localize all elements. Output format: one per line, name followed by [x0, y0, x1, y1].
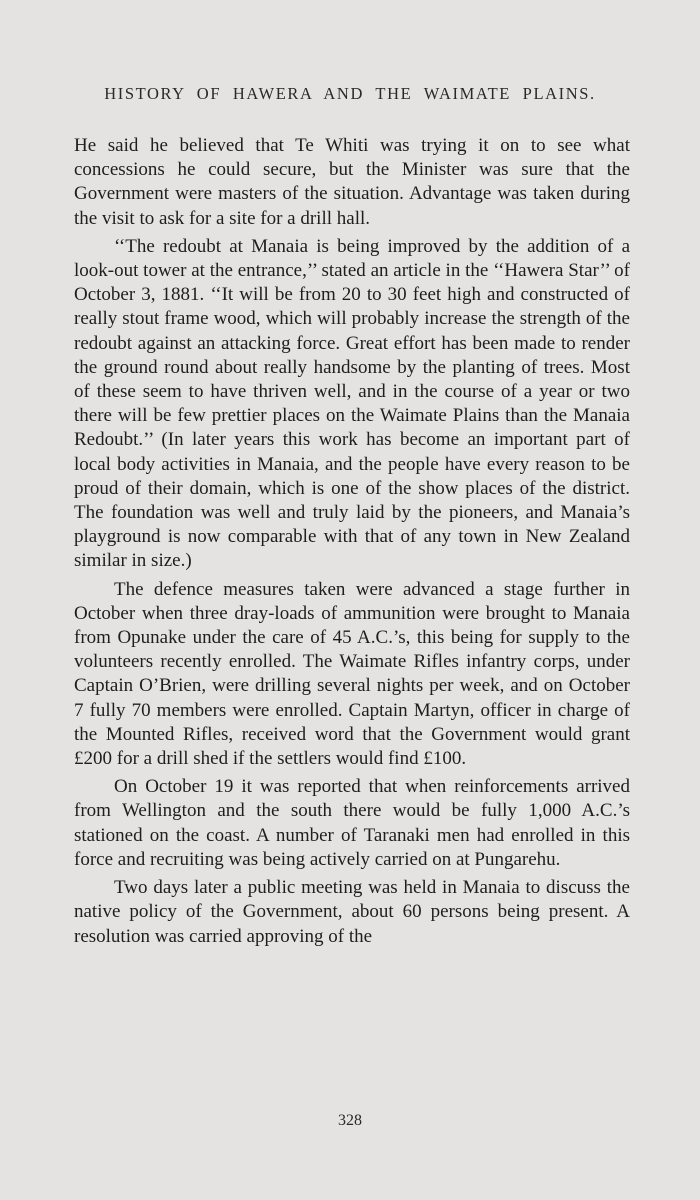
page-number: 328: [338, 1112, 362, 1129]
body-text: [74, 134, 630, 953]
paragraph-manaia-redoubt: ‘‘The redoubt at Manaia is being improved by the addition of a look-out tower at the entrance,’’ stated an article in the ‘‘Hawera Star’’ of October 3, 1881. ‘‘It will be from 20 to 30 feet high and constructed of really stout frame wood, which will probably increase the strength of the redoubt against an attacking force. Great effort has been made to render the ground round about really handsome by the planting of trees. Most of these seem to have thriven well, and in the course of a year or two there will be few prettier places on the Waimate Plains than the Manaia Redoubt.’’ (In later years this work has become an important part of local body activities in Manaia, and the people have every reason to be proud of their domain, which is one of the show places of the district. The foundation was well and truly laid by the pioneers, and Manaia’s playground is now comparable with that of any town in New Zealand similar in size.): [74, 235, 630, 572]
running-head: HISTORY OF HAWERA AND THE WAIMATE PLAINS.: [104, 84, 596, 103]
paragraph-public-meeting: Two days later a public meeting was held in Manaia to discuss the native policy of the Government, about 60 persons being present. A resolution was carried approving of the: [74, 877, 630, 947]
paragraph-defence-measures: The defence measures taken were advanced a stage further in October when three dray-loads of ammunition were brought to Manaia from Opunake under the care of 45 A.C.’s, this being for supply to the volunteers recently enrolled. The Waimate Rifles infantry corps, under Captain O’Brien, were drilling several nights per week, and on October 7 fully 70 members were enrolled. Captain Martyn, officer in charge of the Mounted Rifles, received word that the Government would grant £200 for a drill shed if the settlers would find £100.: [74, 578, 630, 770]
paragraph-reinforcements: On October 19 it was reported that when reinforcements arrived from Wellington and the south there would be fully 1,000 A.C.’s stationed on the coast. A number of Taranaki men had enrolled in this force and recruiting was being actively carried on at Pungarehu.: [74, 776, 630, 870]
paragraph-te-whiti: He said he believed that Te Whiti was trying it on to see what concessions he could secure, but the Minister was sure that the Government were masters of the situation. Advantage was taken during the visit to ask for a site for a drill hall.: [74, 135, 630, 229]
